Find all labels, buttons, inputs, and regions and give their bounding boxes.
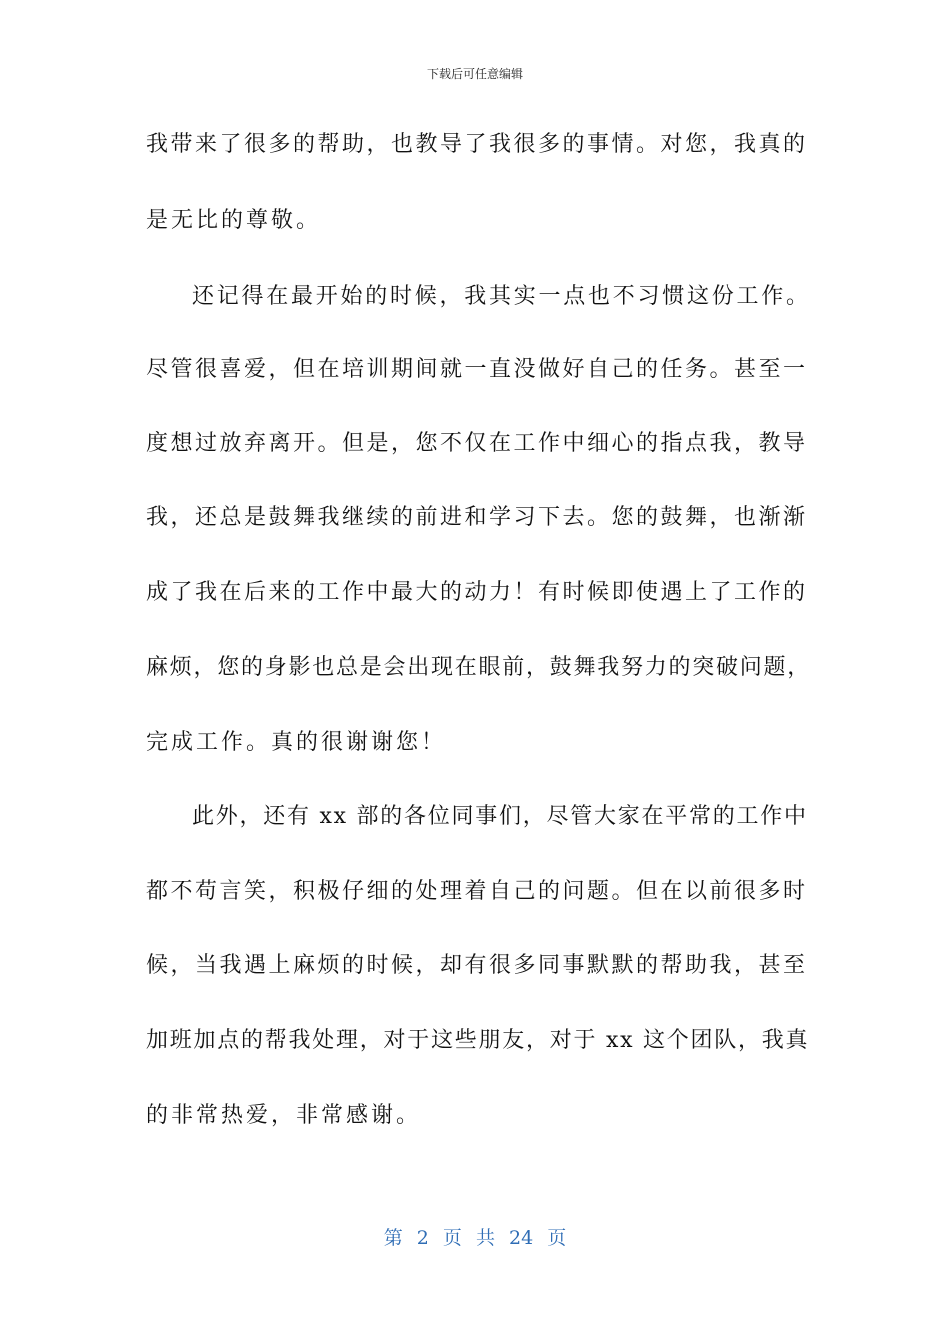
page-header: 下载后可任意编辑 [426, 67, 523, 81]
text-line: 我带来了很多的帮助，也教导了我很多的事情。对您，我真的 [146, 132, 808, 157]
text-line: 都不苟言笑，积极仔细的处理着自己的问题。但在以前很多时 [146, 879, 808, 904]
text-line: 尽管很喜爱，但在培训期间就一直没做好自己的任务。甚至一 [146, 357, 808, 382]
page-number: 第 2 页 共 24 页 [383, 1227, 567, 1249]
text-line: 候，当我遇上麻烦的时候，却有很多同事默默的帮助我，甚至 [146, 953, 808, 978]
text-line: 的非常热爱，非常感谢。 [146, 1103, 422, 1128]
text-line: 是无比的尊敬。 [146, 208, 322, 233]
text-line: 成了我在后来的工作中最大的动力！有时候即使遇上了工作的 [146, 580, 808, 605]
text-line: 度想过放弃离开。但是，您不仅在工作中细心的指点我，教导 [146, 431, 808, 456]
paragraph-first-line: 此外，还有 xx 部的各位同事们，尽管大家在平常的工作中 [192, 804, 808, 829]
text-line: 完成工作。真的很谢谢您！ [146, 730, 447, 755]
text-line: 麻烦，您的身影也总是会出现在眼前，鼓舞我努力的突破问题， [146, 655, 812, 680]
text-line: 加班加点的帮我处理，对于这些朋友，对于 xx 这个团队，我真 [146, 1028, 810, 1053]
text-line: 我，还总是鼓舞我继续的前进和学习下去。您的鼓舞，也渐渐 [146, 505, 808, 530]
paragraph-first-line: 还记得在最开始的时候，我其实一点也不习惯这份工作。 [192, 284, 811, 309]
